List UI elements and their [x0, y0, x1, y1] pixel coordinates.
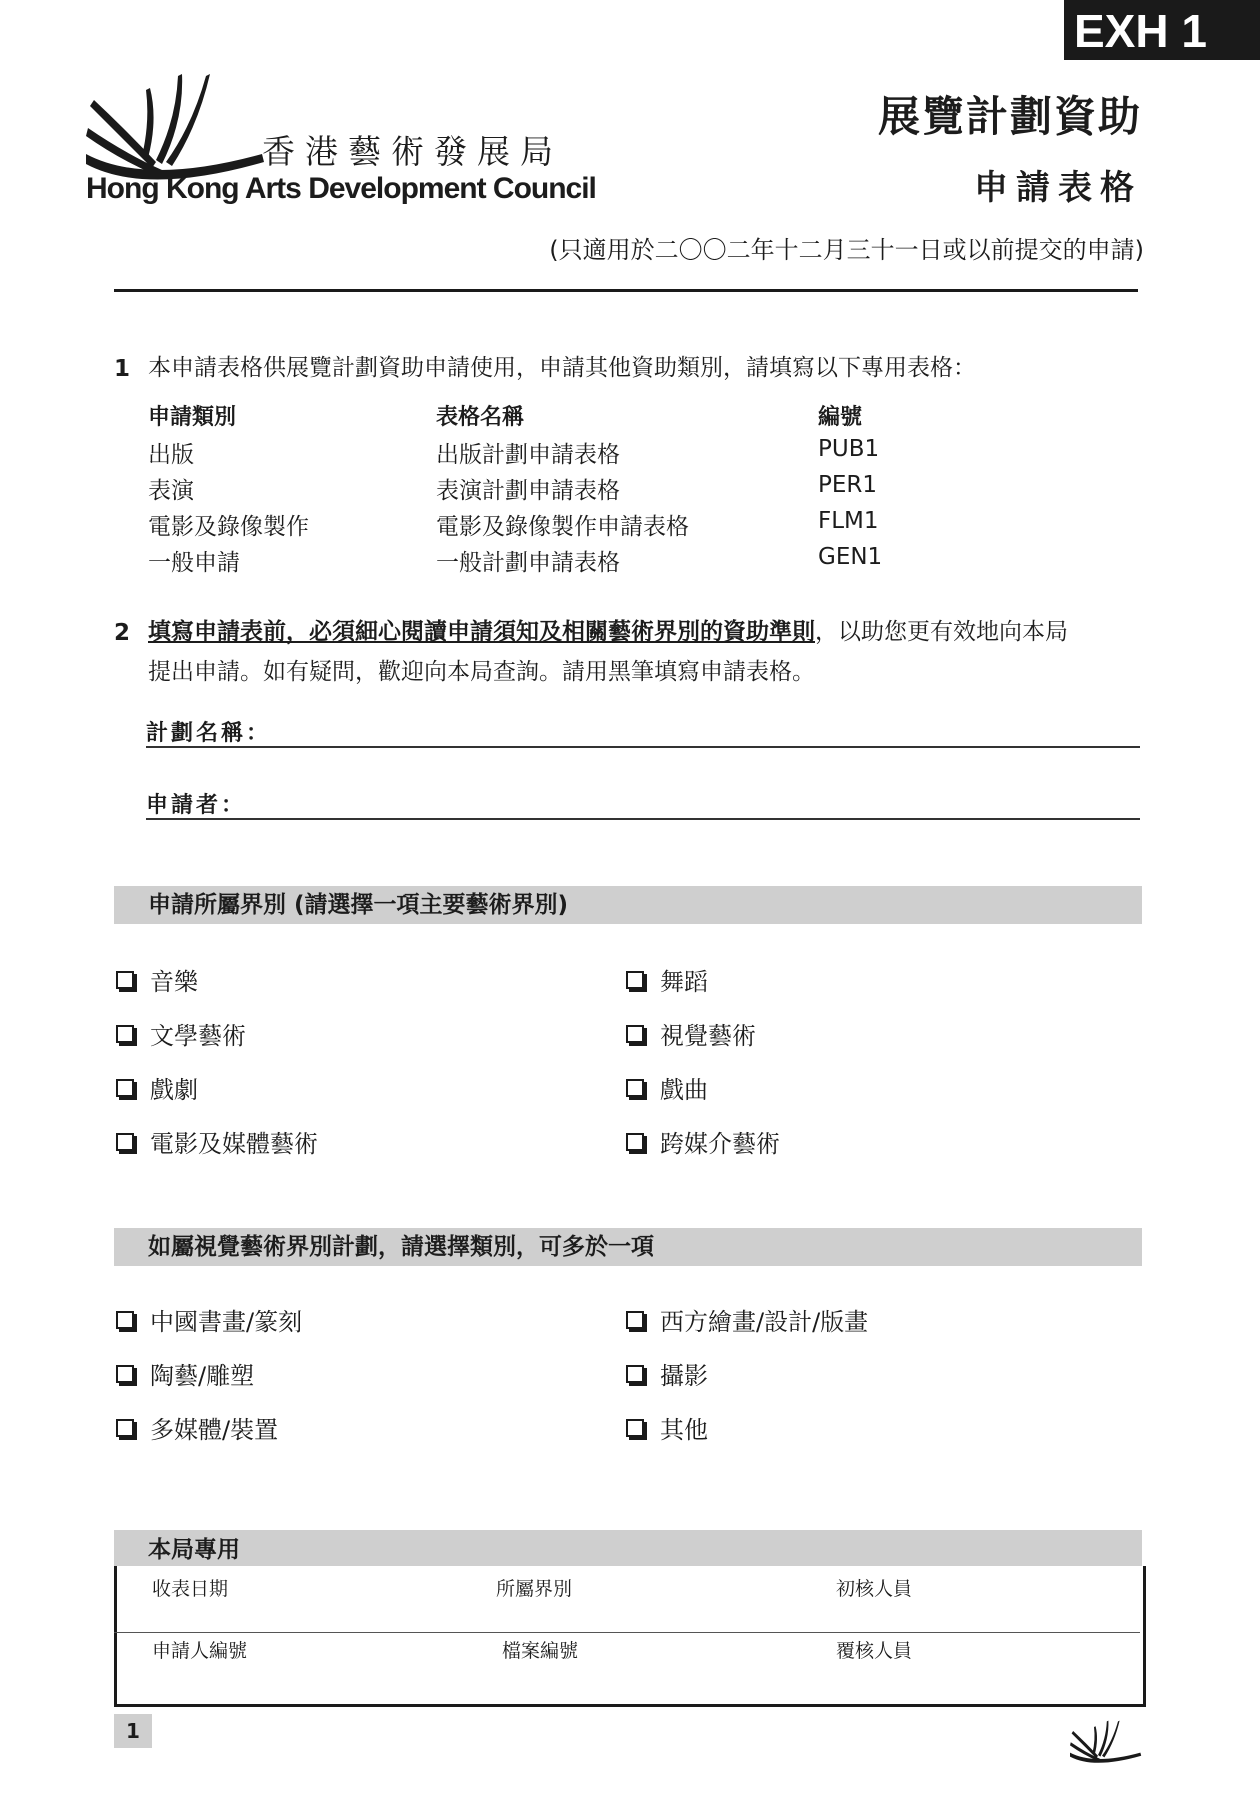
checkbox-icon[interactable] [116, 971, 134, 989]
checkbox-option[interactable] [626, 1016, 756, 1051]
item2-emphasis: 填寫申請表前，必須細心閱讀申請須知及相關藝術界別的資助準則 [148, 619, 815, 645]
page-title: 展覽計劃資助 [877, 92, 1142, 141]
checkbox-option[interactable] [116, 962, 198, 997]
table-header: 表格名稱 [436, 405, 525, 430]
checkbox-option[interactable] [626, 1070, 708, 1105]
table-header: 申請類別 [148, 405, 237, 430]
table-cell: PUB1 [818, 436, 880, 462]
office-field-label: 所屬界別 [496, 1578, 573, 1600]
checkbox-option[interactable] [116, 1302, 302, 1337]
footer-logo-icon [1070, 1718, 1142, 1764]
table-cell: 出版 [148, 442, 194, 468]
checkbox-icon[interactable] [626, 971, 644, 989]
table-cell: 出版計劃申請表格 [436, 442, 620, 468]
option-label: 電影及媒體藝術 [150, 1130, 318, 1158]
checkbox-option[interactable] [116, 1356, 254, 1391]
table-cell: 表演計劃申請表格 [436, 478, 620, 504]
table-header: 編號 [818, 405, 863, 430]
option-label: 戲劇 [150, 1076, 198, 1104]
section-title: 申請所屬界別 (請選擇一項主要藝術界別) [148, 892, 569, 918]
checkbox-option[interactable] [116, 1124, 318, 1159]
office-use-header [114, 1530, 1142, 1566]
section-title: 如屬視覺藝術界別計劃，請選擇類別，可多於一項 [148, 1234, 654, 1260]
checkbox-option[interactable] [626, 1356, 708, 1391]
table-cell: 一般申請 [148, 550, 240, 576]
checkbox-option[interactable] [116, 1410, 278, 1445]
office-field-label: 收表日期 [152, 1578, 229, 1600]
option-label: 文學藝術 [150, 1022, 246, 1050]
logo-english-name: Hong Kong Arts Development Council [86, 172, 596, 205]
form-code-badge: EXH 1 [1064, 0, 1260, 60]
table-cell: 表演 [148, 478, 194, 504]
checkbox-icon[interactable] [116, 1311, 134, 1329]
hkadc-logo-icon [86, 70, 266, 180]
checkbox-icon[interactable] [116, 1133, 134, 1151]
office-field-label: 初核人員 [836, 1578, 913, 1600]
header-divider [114, 289, 1138, 292]
option-label: 音樂 [150, 968, 198, 996]
checkbox-icon[interactable] [626, 1311, 644, 1329]
item2-line2: 提出申請。如有疑問，歡迎向本局查詢。請用黑筆填寫申請表格。 [148, 659, 815, 685]
checkbox-option[interactable] [626, 1410, 708, 1445]
checkbox-option[interactable] [626, 962, 708, 997]
option-label: 其他 [660, 1416, 708, 1444]
item-number: 1 [114, 356, 131, 382]
checkbox-icon[interactable] [626, 1133, 644, 1151]
page-number: 1 [114, 1714, 152, 1748]
checkbox-icon[interactable] [626, 1365, 644, 1383]
page-subtitle: 申請表格 [974, 168, 1142, 208]
option-label: 攝影 [660, 1362, 708, 1390]
option-label: 中國書畫/篆刻 [150, 1308, 303, 1336]
checkbox-icon[interactable] [116, 1079, 134, 1097]
checkbox-icon[interactable] [626, 1079, 644, 1097]
item-number: 2 [114, 620, 131, 646]
checkbox-icon[interactable] [626, 1025, 644, 1043]
logo-chinese-name: 香港藝術發展局 [262, 132, 563, 171]
table-cell: 電影及錄像製作申請表格 [436, 514, 689, 540]
item2-line1-rest: ，以助您更有效地向本局 [815, 619, 1068, 645]
office-field-label: 覆核人員 [836, 1640, 913, 1662]
option-label: 多媒體/裝置 [150, 1416, 279, 1444]
checkbox-option[interactable] [626, 1124, 780, 1159]
office-use-title: 本局專用 [148, 1537, 240, 1563]
applicant-label: 申請者： [146, 793, 247, 818]
checkbox-icon[interactable] [116, 1025, 134, 1043]
applicant-field[interactable] [146, 818, 1140, 820]
option-label: 跨媒介藝術 [660, 1130, 780, 1158]
option-label: 西方繪畫/設計/版畫 [660, 1308, 869, 1336]
project-name-field[interactable] [146, 746, 1140, 748]
option-label: 視覺藝術 [660, 1022, 756, 1050]
project-name-label: 計劃名稱： [146, 721, 272, 746]
option-label: 戲曲 [660, 1076, 708, 1104]
option-label: 陶藝/雕塑 [150, 1362, 255, 1390]
option-label: 舞蹈 [660, 968, 708, 996]
table-cell: 電影及錄像製作 [148, 514, 309, 540]
applicability-note: (只適用於二〇〇二年十二月三十一日或以前提交的申請) [549, 236, 1144, 264]
item2-line1 [148, 612, 1068, 652]
checkbox-icon[interactable] [116, 1419, 134, 1437]
checkbox-option[interactable] [116, 1070, 198, 1105]
item1-text: 本申請表格供展覽計劃資助申請使用，申請其他資助類別，請填寫以下專用表格： [148, 355, 976, 381]
office-divider [114, 1632, 1140, 1633]
office-field-label: 申請人編號 [152, 1640, 248, 1662]
office-use-box [114, 1566, 1146, 1707]
table-cell: FLM1 [818, 508, 879, 534]
checkbox-icon[interactable] [626, 1419, 644, 1437]
checkbox-icon[interactable] [116, 1365, 134, 1383]
checkbox-option[interactable] [626, 1302, 868, 1337]
checkbox-option[interactable] [116, 1016, 246, 1051]
office-field-label: 檔案編號 [502, 1640, 579, 1662]
table-cell: GEN1 [818, 544, 883, 570]
table-cell: PER1 [818, 472, 878, 498]
table-cell: 一般計劃申請表格 [436, 550, 620, 576]
